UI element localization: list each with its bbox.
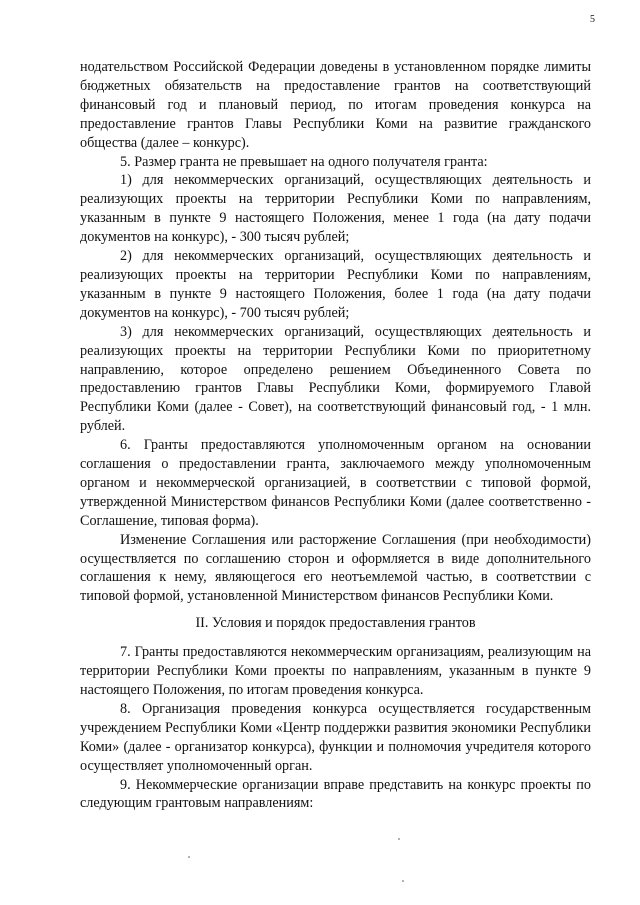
paragraph-clause-9: 9. Некоммерческие организации вправе представить на конкурс проекты по следующим грантовым направлениям: (80, 776, 591, 812)
scan-speck (188, 856, 190, 858)
scan-speck (398, 838, 400, 840)
section-heading: II. Условия и порядок предоставления грантов (195, 615, 476, 632)
paragraph-clause-7: 7. Гранты предоставляются некоммерческим организациям, реализующим на территории Республики Коми проекты по направлениям, указанным в пункте 9 настоящего Положения, по итогам проведения конкурса. (80, 644, 591, 698)
scan-speck (402, 880, 404, 882)
paragraph-clause-5-item-3: 3) для некоммерческих организаций, осуществляющих деятельность и реализующих проекты на территории Республики Коми по приоритетному направлению, которое определено решением Объединенного Совета по предоставлению грантов Главы Республики Коми, формируемого Главой Республики Коми (далее - Совет), на соответствующий финансовый год, - 1 млн. рублей. (80, 323, 591, 435)
document-body (80, 58, 591, 813)
page-number: 5 (590, 14, 595, 25)
paragraph-clause-5: 5. Размер гранта не превышает на одного получателя гранта: (120, 153, 488, 170)
paragraph-clause-5-item-1: 1) для некоммерческих организаций, осуществляющих деятельность и реализующих проекты на территории Республики Коми по направлениям, указанным в пункте 9 настоящего Положения, менее 1 года (на дату подачи документов на конкурс), - 300 тысяч рублей; (80, 172, 591, 246)
paragraph-agreement-change: Изменение Соглашения или расторжение Соглашения (при необходимости) осуществляется по соглашению сторон и оформляется в виде дополнительного соглашения к нему, являющегося его неотъемлемой частью, в соответствии с типовой формой, установленной Министерством финансов Республики Коми. (80, 531, 591, 605)
paragraph-clause-5-item-2: 2) для некоммерческих организаций, осуществляющих деятельность и реализующих проекты на территории Республики Коми по направлениям, указанным в пункте 9 настоящего Положения, более 1 года (на дату подачи документов на конкурс), - 700 тысяч рублей; (80, 248, 591, 321)
paragraph-continuation: нодательством Российской Федерации доведены в установленном порядке лимиты бюджетных обязательств на предоставление грантов на соответствующий финансовый год и плановый период, по итогам проведения конкурса на предоставление грантов Главы Республики Коми на развитие гражданского общества (далее – конкурс). (80, 59, 591, 151)
paragraph-clause-6: 6. Гранты предоставляются уполномоченным органом на основании соглашения о предоставлении гранта, заключаемого между уполномоченным органом и некоммерческой организацией, в соответствии с типовой формой, утвержденной Министерством финансов Республики Коми (далее соответственно - Соглашение, типовая форма). (80, 437, 591, 529)
paragraph-clause-8: 8. Организация проведения конкурса осуществляется государственным учреждением Республики Коми «Центр поддержки развития экономики Республики Коми» (далее - организатор конкурса), функции и полномочия учредителя которого осуществляет уполномоченный орган. (80, 700, 591, 774)
